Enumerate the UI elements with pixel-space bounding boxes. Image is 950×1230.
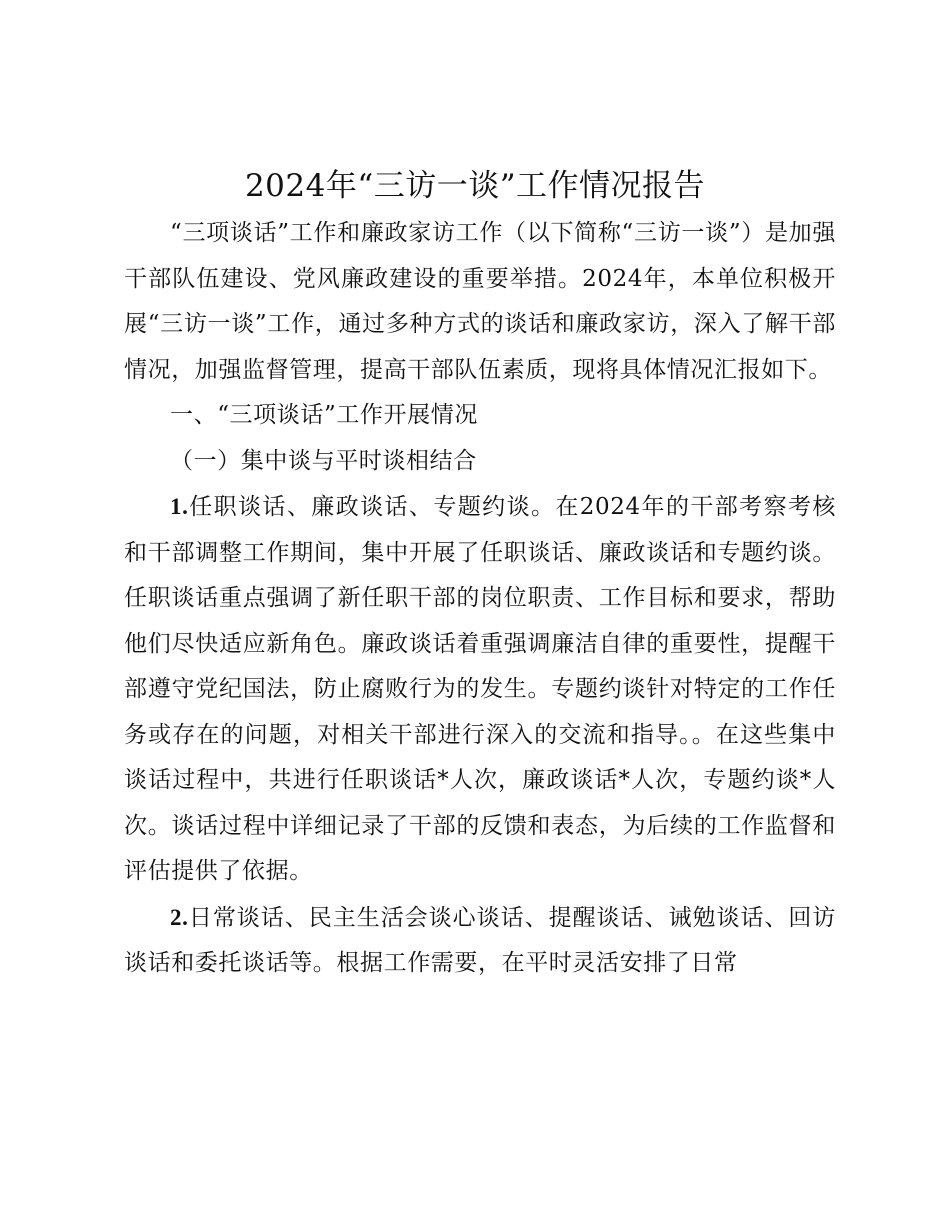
intro-paragraph: “三项谈话”工作和廉政家访工作（以下简称“三访一谈”）是加强干部队伍建设、党风廉政建设的重要举措。2024年，本单位积极开展“三访一谈”工作，通过多种方式的谈话和廉政家访，深入了解干部情况，加强监督管理，提高干部队伍素质，现将具体情况汇报如下。	[124, 220, 836, 383]
section-heading-1: 一、“三项谈话”工作开展情况	[170, 402, 478, 428]
item-2-number: 2.	[170, 904, 189, 930]
item-2-paragraph	[124, 895, 836, 987]
item-1-number: 1.	[170, 494, 189, 519]
document-body	[124, 211, 836, 987]
item-2-text: 日常谈话、民主生活会谈心谈话、提醒谈话、诫勉谈话、回访谈话和委托谈话等。根据工作需要，在平时灵活安排了日常	[124, 904, 836, 976]
item-1-text: 任职谈话、廉政谈话、专题约谈。在2024年的干部考察考核和干部调整工作期间，集中开展了任职谈话、廉政谈话和专题约谈。任职谈话重点强调了新任职干部的岗位职责、工作目标和要求，帮助他们尽快适应新角色。廉政谈话着重强调廉洁自律的重要性，提醒干部遵守党纪国法，防止腐败行为的发生。专题约谈针对特定的工作任务或存在的问题，对相关干部进行深入的交流和指导。。在这些集中谈话过程中，共进行任职谈话*人次，廉政谈话*人次，专题约谈*人次。谈话过程中详细记录了干部的反馈和表态，为后续的工作监督和评估提供了依据。	[124, 494, 836, 884]
document-title: 2024年“三访一谈”工作情况报告	[244, 168, 706, 204]
item-1-paragraph	[124, 484, 836, 895]
subsection-heading-1: （一）集中谈与平时谈相结合	[170, 447, 477, 474]
